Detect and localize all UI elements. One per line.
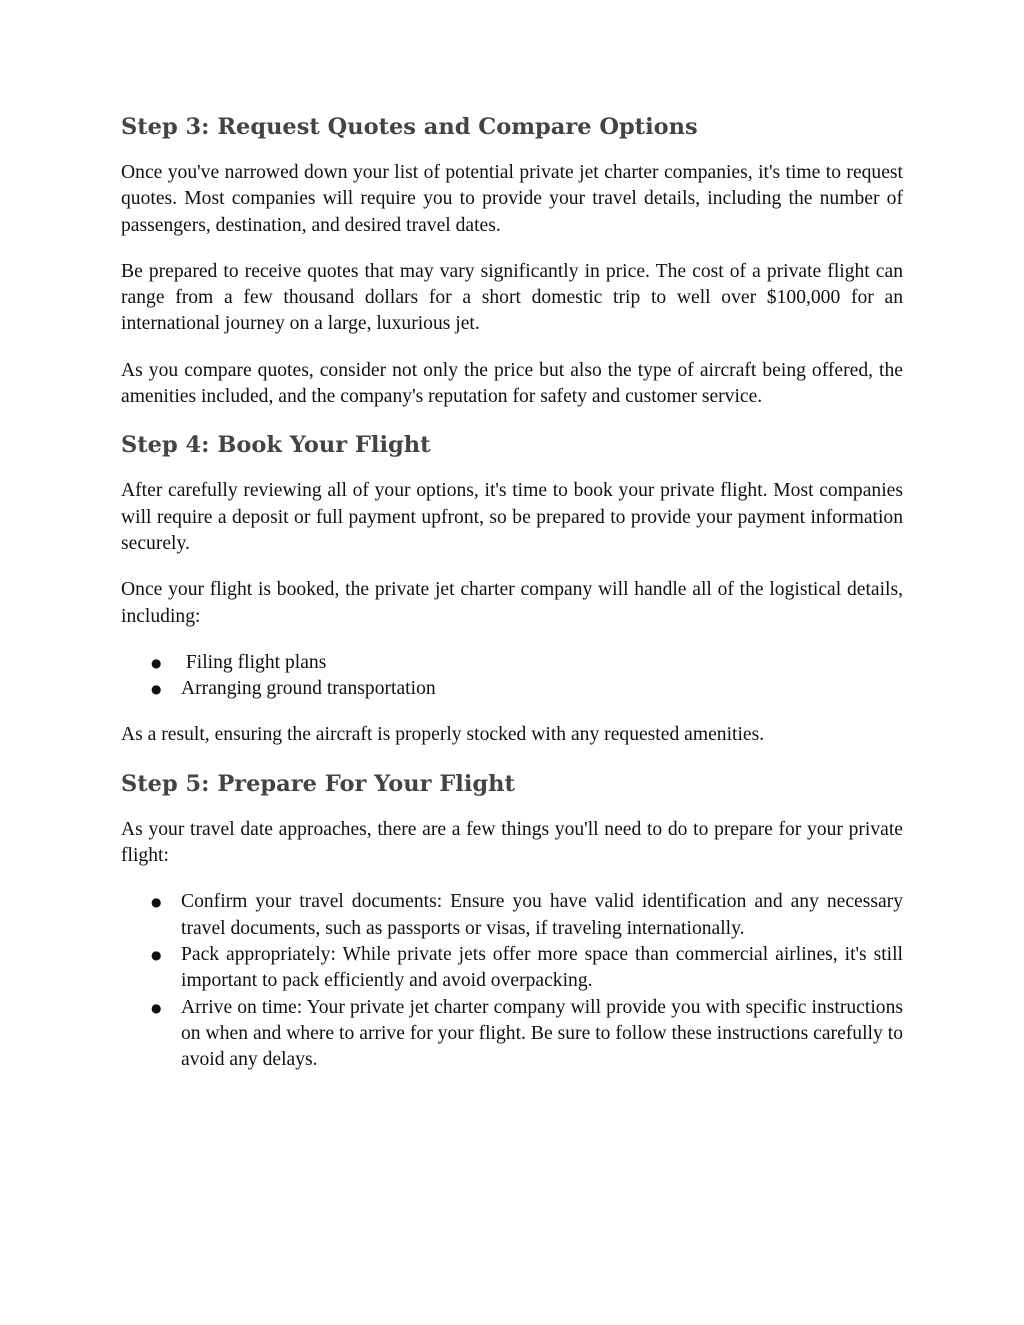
- step5-heading: Step 5: Prepare For Your Flight: [121, 770, 515, 797]
- step4-heading: Step 4: Book Your Flight: [121, 432, 431, 459]
- bullet-icon: ●: [151, 682, 162, 697]
- step3-paragraph-2: Be prepared to receive quotes that may vary significantly in price. The cost of a private flight can range from a few thousand dollars for a short domestic trip to well over $100,000 for an international journey on a large, luxurious jet.: [121, 260, 903, 335]
- list-item-text: Arranging ground transportation: [181, 678, 436, 700]
- list-item-text: Pack appropriately: While private jets offer more space than commercial airlines, it's still important to pack efficiently and avoid overpacking.: [181, 943, 903, 992]
- step3-section: [121, 112, 903, 410]
- step4-closing: As a result, ensuring the aircraft is properly stocked with any requested amenities.: [121, 724, 765, 746]
- document-page: [121, 112, 903, 1093]
- list-item-text: Arrive on time: Your private jet charter company will provide you with specific instructions on when and where to arrive for your flight. Be sure to follow these instructions carefully to avoid any delays.: [181, 996, 903, 1071]
- bullet-icon: ●: [151, 947, 162, 962]
- step3-heading: Step 3: Request Quotes and Compare Options: [121, 114, 698, 140]
- step4-section: [121, 430, 903, 748]
- step5-section: [121, 769, 903, 1074]
- list-item: [121, 650, 903, 676]
- step3-paragraph-1: Once you've narrowed down your list of potential private jet charter companies, it's time to request quotes. Most companies will require you to provide your travel details, including the number of passengers, destination, and desired travel dates.: [121, 162, 903, 236]
- step5-bullet-list: [121, 889, 903, 1073]
- list-item-text: Filing flight plans: [181, 651, 327, 673]
- step5-intro: As your travel date approaches, there are a few things you'll need to do to prepare for your private flight:: [121, 818, 903, 867]
- list-item: [121, 889, 903, 942]
- bullet-icon: ●: [151, 895, 162, 910]
- list-item-text: Confirm your travel documents: Ensure you have valid identification and any necessary travel documents, such as passports or visas, if traveling internationally.: [181, 891, 903, 939]
- step4-paragraph-1: After carefully reviewing all of your options, it's time to book your private flight. Most companies will require a deposit or full payment upfront, so be prepared to provide your payment information securely.: [121, 480, 903, 554]
- list-item: [121, 942, 903, 995]
- step3-paragraph-3: As you compare quotes, consider not only the price but also the type of aircraft being offered, the amenities included, and the company's reputation for safety and customer service.: [121, 359, 903, 408]
- bullet-icon: ●: [151, 1000, 162, 1015]
- bullet-icon: ●: [151, 655, 162, 670]
- step4-paragraph-2: Once your flight is booked, the private jet charter company will handle all of the logistical details, including:: [121, 579, 903, 627]
- step4-bullet-list: [121, 650, 903, 703]
- list-item: [121, 995, 903, 1074]
- list-item: [121, 676, 903, 702]
